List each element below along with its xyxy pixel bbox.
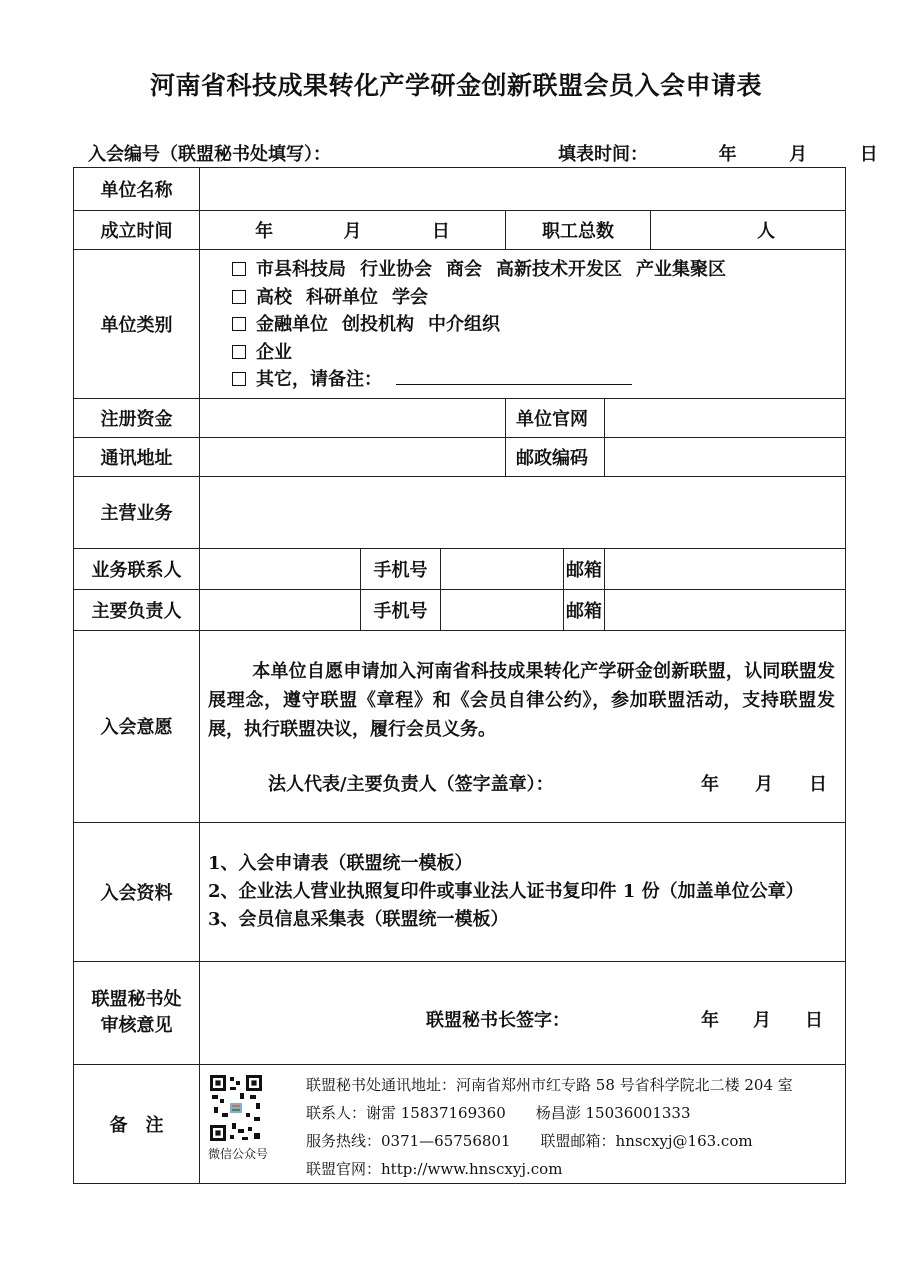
row-business-contact (74, 548, 846, 589)
member-no-label: 入会编号（联盟秘书处填写）： (88, 144, 331, 165)
unit-type-option: 中介组织 (428, 314, 500, 335)
intent-year: 年 (701, 773, 720, 795)
unit-type-line (232, 339, 845, 367)
website-field[interactable] (605, 398, 846, 437)
contact-2: 杨昌澎 15036001333 (535, 1103, 691, 1122)
checkbox[interactable] (232, 317, 246, 331)
principal-email-label: 邮箱 (564, 589, 605, 630)
unit-name-field[interactable] (200, 168, 846, 211)
qr-caption: 微信公众号 (208, 1146, 269, 1161)
alliance-email[interactable]: 联盟邮箱：hnscxyj@163.com (540, 1131, 753, 1150)
secretariat-address: 联盟秘书处通讯地址：河南省郑州市红专路 58 号省科学院北二楼 204 室 (306, 1075, 793, 1094)
row-capital (74, 398, 846, 437)
principal-mobile-label: 手机号 (361, 589, 441, 630)
row-intent (74, 630, 846, 822)
intent-day: 日 (809, 773, 828, 795)
fill-year: 年 (718, 144, 737, 165)
review-label (74, 961, 200, 1064)
review-month: 月 (753, 1009, 772, 1031)
checkbox[interactable] (232, 290, 246, 304)
capital-field[interactable] (200, 398, 506, 437)
unit-type-option: 学会 (392, 286, 428, 308)
founded-month: 月 (343, 221, 362, 242)
business-contact-mobile-field[interactable] (441, 548, 564, 589)
row-materials (74, 822, 846, 961)
founded-day: 日 (431, 221, 450, 242)
alliance-website[interactable]: 联盟官网：http://www.hnscxyj.com (306, 1159, 563, 1178)
intent-cell (200, 630, 846, 822)
materials-label: 入会资料 (74, 822, 200, 961)
website-label: 单位官网 (506, 398, 605, 437)
intent-paragraph (200, 631, 845, 744)
review-day: 日 (805, 1009, 824, 1031)
form-title: 河南省科技成果转化产学研金创新联盟会员入会申请表 (149, 71, 762, 100)
review-sign-label: 联盟秘书长签字： (426, 1009, 570, 1031)
postcode-field[interactable] (605, 437, 846, 476)
employees-label: 职工总数 (506, 211, 651, 250)
fill-month: 月 (789, 144, 808, 165)
unit-type-line (232, 284, 845, 312)
fill-time-label: 填表时间： (558, 144, 648, 165)
business-contact-label: 业务联系人 (74, 548, 200, 589)
employees-unit: 人 (757, 221, 776, 242)
address-field[interactable] (200, 437, 506, 476)
founded-year: 年 (255, 221, 274, 242)
hotline-email-line (306, 1127, 793, 1155)
intent-text: 本单位自愿申请加入河南省科技成果转化产学研金创新联盟，认同联盟发展理念，遵守联盟《章程》和《会员自律公约》，参加联盟活动，支持联盟发展，执行联盟决议，履行会员义务。 (208, 660, 836, 740)
review-label-line2: 审核意见 (100, 1014, 173, 1036)
principal-mobile-field[interactable] (441, 589, 564, 630)
unit-type-option: 商会 (446, 259, 482, 280)
unit-type-line (232, 366, 845, 394)
checkbox[interactable] (232, 372, 246, 386)
contact-info (306, 1071, 793, 1183)
unit-type-option: 科研单位 (306, 286, 378, 308)
review-cell (200, 961, 846, 1064)
row-main-business (74, 476, 846, 548)
business-contact-field[interactable] (200, 548, 361, 589)
address-label: 通讯地址 (74, 437, 200, 476)
unit-type-option: 高校 (256, 286, 292, 308)
intent-month: 月 (755, 773, 774, 795)
row-unit-type (74, 250, 846, 399)
intent-sign-label: 法人代表/主要负责人（签字盖章）： (268, 773, 554, 795)
unit-type-option: 企业 (256, 341, 292, 363)
founded-label: 成立时间 (74, 211, 200, 250)
unit-type-option: 创投机构 (342, 314, 414, 335)
row-unit-name (74, 168, 846, 211)
intent-signature-line (200, 744, 845, 796)
intent-label: 入会意愿 (74, 630, 200, 822)
unit-type-option: 其它，请备注： (256, 369, 382, 390)
other-remark-field[interactable] (396, 368, 632, 385)
business-contact-email-field[interactable] (605, 548, 846, 589)
unit-type-option: 产业集聚区 (636, 259, 726, 280)
unit-type-label: 单位类别 (74, 250, 200, 399)
remark-label: 备 注 (74, 1064, 200, 1183)
fill-day: 日 (859, 144, 878, 165)
employees-field[interactable] (651, 211, 846, 250)
checkbox[interactable] (232, 262, 246, 276)
principal-email-field[interactable] (605, 589, 846, 630)
row-founded (74, 211, 846, 250)
founded-field[interactable] (200, 211, 506, 250)
business-contact-email-label: 邮箱 (564, 548, 605, 589)
review-year: 年 (701, 1009, 720, 1031)
unit-name-label: 单位名称 (74, 168, 200, 211)
capital-label: 注册资金 (74, 398, 200, 437)
principal-label: 主要负责人 (74, 589, 200, 630)
row-review (74, 961, 846, 1064)
row-remark (74, 1064, 846, 1183)
qr-code-icon (210, 1075, 262, 1141)
unit-type-option: 高新技术开发区 (496, 259, 622, 280)
unit-type-line (232, 256, 845, 284)
principal-field[interactable] (200, 589, 361, 630)
postcode-label: 邮政编码 (506, 437, 605, 476)
hotline: 服务热线：0371—65756801 (306, 1131, 511, 1150)
contact-1: 联系人：谢雷 15837169360 (306, 1103, 506, 1122)
application-form-table (73, 167, 846, 1184)
fill-time (558, 140, 878, 166)
unit-type-option: 行业协会 (360, 259, 432, 280)
material-item: 2、企业法人营业执照复印件或事业法人证书复印件 1 份（加盖单位公章） (208, 880, 804, 902)
main-business-label: 主营业务 (74, 476, 200, 548)
row-principal (74, 589, 846, 630)
material-item: 1、入会申请表（联盟统一模板） (208, 852, 473, 874)
business-contact-mobile-label: 手机号 (361, 548, 441, 589)
unit-type-options (200, 250, 846, 399)
unit-type-option: 市县科技局 (256, 259, 346, 280)
checkbox[interactable] (232, 345, 246, 359)
materials-cell (200, 822, 846, 961)
row-address (74, 437, 846, 476)
review-label-line1: 联盟秘书处 (91, 988, 182, 1010)
unit-type-option: 金融单位 (256, 314, 328, 335)
contacts-line (306, 1099, 793, 1127)
material-item: 3、会员信息采集表（联盟统一模板） (208, 908, 509, 930)
main-business-field[interactable] (200, 476, 846, 548)
remark-cell (200, 1064, 846, 1183)
unit-type-line (232, 311, 845, 339)
